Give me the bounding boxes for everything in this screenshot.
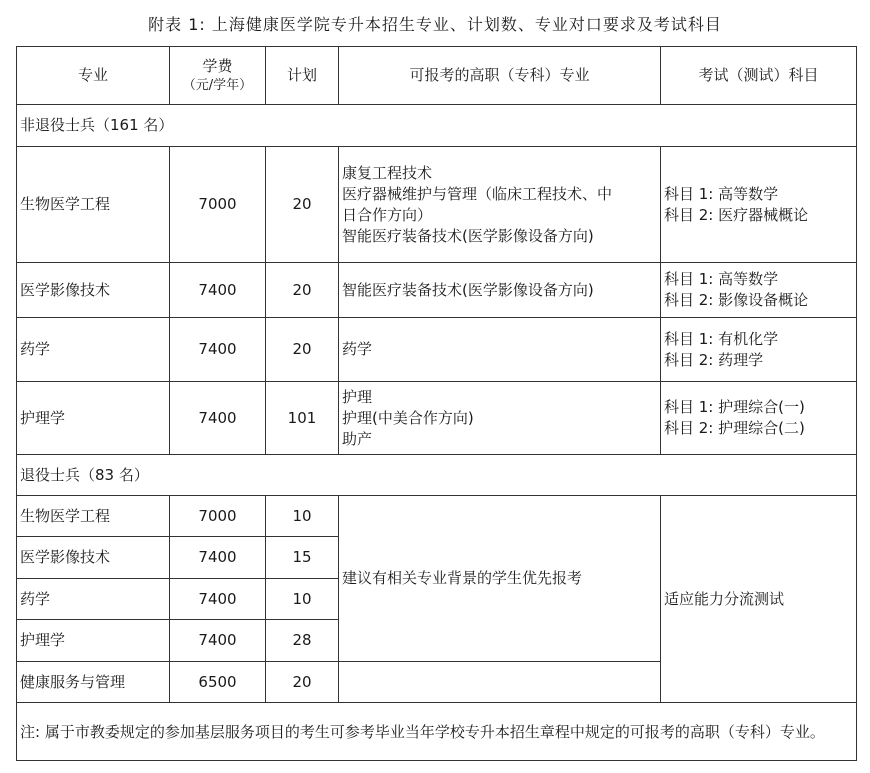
table-row	[17, 382, 857, 455]
cell-major: 医学影像技术	[17, 263, 170, 318]
cell-plan: 10	[266, 496, 339, 537]
exam-line: 科目 2: 医疗器械概论	[664, 205, 809, 224]
table-row	[17, 496, 857, 537]
eligible-line: 护理(中美合作方向)	[342, 408, 474, 427]
eligible-line: 智能医疗装备技术(医学影像设备方向)	[342, 226, 594, 245]
exam-line: 科目 2: 影像设备概论	[664, 291, 809, 309]
cell-plan: 101	[266, 382, 339, 455]
cell-exam	[661, 318, 857, 382]
eligible-line: 医疗器械维护与管理（临床工程技术、中	[342, 184, 613, 203]
section-label-non-veteran: 非退役士兵（161 名）	[17, 105, 857, 147]
cell-plan: 10	[266, 579, 339, 620]
header-row	[17, 47, 857, 105]
table-row	[17, 318, 857, 382]
eligible-line: 康复工程技术	[342, 163, 433, 182]
exam-line: 科目 1: 高等数学	[664, 270, 779, 288]
exam-line: 科目 1: 高等数学	[664, 184, 779, 203]
cell-major: 生物医学工程	[17, 496, 170, 537]
section-row	[17, 455, 857, 496]
header-fee	[170, 47, 266, 105]
cell-eligible	[339, 318, 661, 382]
cell-exam-shared: 适应能力分流测试	[661, 496, 857, 703]
table-note: 注: 属于市教委规定的参加基层服务项目的考生可参考毕业当年学校专升本招生章程中规定的可报考的高职（专科）专业。	[17, 703, 857, 761]
exam-line: 科目 2: 护理综合(二)	[664, 419, 805, 437]
cell-eligible	[339, 147, 661, 263]
cell-fee: 7400	[170, 537, 266, 579]
cell-fee: 7000	[170, 147, 266, 263]
eligible-line: 药学	[342, 340, 373, 358]
cell-exam	[661, 382, 857, 455]
cell-fee: 7400	[170, 263, 266, 318]
exam-line: 科目 1: 护理综合(一)	[664, 398, 805, 416]
cell-eligible	[339, 263, 661, 318]
eligible-line: 助产	[342, 429, 373, 448]
eligible-line: 智能医疗装备技术(医学影像设备方向)	[342, 280, 594, 299]
cell-plan: 20	[266, 147, 339, 263]
cell-plan: 20	[266, 263, 339, 318]
cell-exam	[661, 263, 857, 318]
cell-fee: 7400	[170, 579, 266, 620]
note-row	[17, 703, 857, 761]
table-caption: 附表 1: 上海健康医学院专升本招生专业、计划数、专业对口要求及考试科目	[148, 15, 722, 34]
cell-major: 护理学	[17, 382, 170, 455]
cell-major: 药学	[17, 579, 170, 620]
cell-fee: 7400	[170, 318, 266, 382]
section-label-veteran: 退役士兵（83 名）	[17, 455, 857, 496]
header-fee-unit: （元/学年）	[182, 78, 253, 93]
header-major: 专业	[17, 47, 170, 105]
cell-plan: 20	[266, 662, 339, 703]
table-row	[17, 147, 857, 263]
cell-eligible-empty	[339, 662, 661, 703]
cell-eligible-shared: 建议有相关专业背景的学生优先报考	[339, 496, 661, 662]
header-exam: 考试（测试）科目	[661, 47, 857, 105]
cell-fee: 7000	[170, 496, 266, 537]
cell-fee: 6500	[170, 662, 266, 703]
header-plan: 计划	[266, 47, 339, 105]
table-row	[17, 263, 857, 318]
cell-major: 护理学	[17, 620, 170, 662]
section-row	[17, 105, 857, 147]
cell-plan: 20	[266, 318, 339, 382]
header-eligible: 可报考的高职（专科）专业	[339, 47, 661, 105]
cell-eligible	[339, 382, 661, 455]
eligible-line: 日合作方向）	[342, 205, 433, 224]
cell-fee: 7400	[170, 382, 266, 455]
cell-major: 药学	[17, 318, 170, 382]
cell-exam	[661, 147, 857, 263]
cell-fee: 7400	[170, 620, 266, 662]
exam-line: 科目 2: 药理学	[664, 350, 764, 369]
admission-table	[16, 46, 857, 761]
cell-major: 生物医学工程	[17, 147, 170, 263]
eligible-line: 护理	[342, 387, 373, 406]
cell-plan: 28	[266, 620, 339, 662]
cell-major: 医学影像技术	[17, 537, 170, 579]
cell-plan: 15	[266, 537, 339, 579]
header-fee-label: 学费	[202, 57, 233, 75]
cell-major: 健康服务与管理	[17, 662, 170, 703]
exam-line: 科目 1: 有机化学	[664, 329, 779, 348]
